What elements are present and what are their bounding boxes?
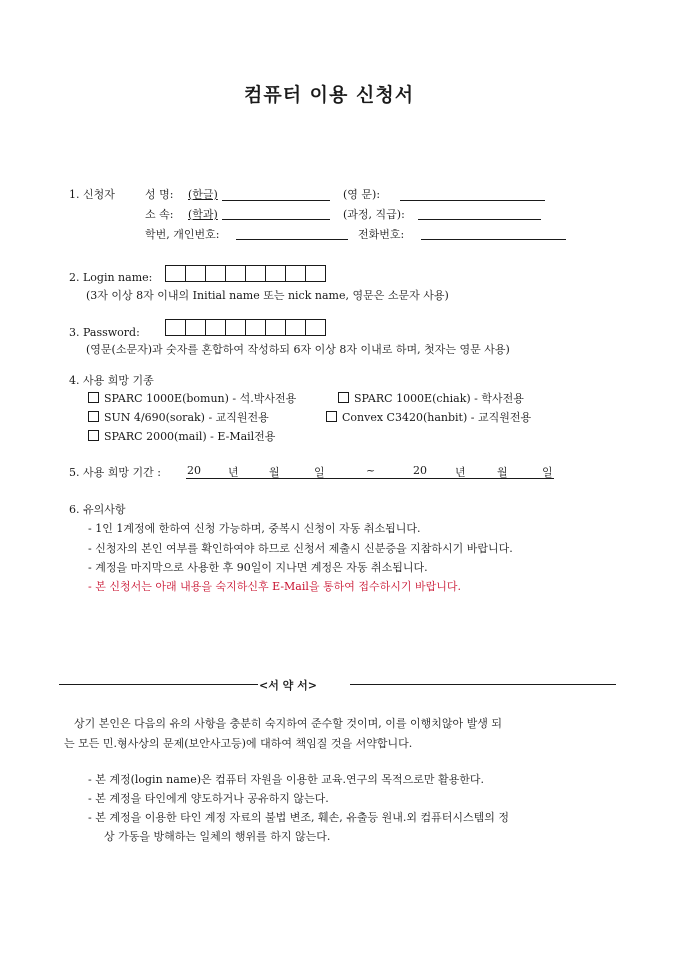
- host-option-label: SPARC 2000(mail) - E-Mail전용: [104, 430, 276, 443]
- period-start-month-unit: 월: [269, 466, 280, 479]
- divider-right: [350, 684, 616, 685]
- note-item: - 계정을 마지막으로 사용한 후 90일이 지나면 계정은 자동 취소됩니다.: [88, 561, 428, 574]
- period-end-year: 20: [413, 464, 427, 477]
- login-name-note: (3자 이상 8자 이내의 Initial name 또는 nick name, 영문은 소문자 사용): [86, 289, 449, 302]
- note-highlight: - 본 신청서는 아래 내용을 숙지하신후 E-Mail을 통하여 접수하시기 바랍니다.: [88, 580, 462, 593]
- name-field[interactable]: [222, 200, 330, 201]
- char-box[interactable]: [285, 265, 306, 282]
- char-box[interactable]: [205, 319, 226, 336]
- host-option-chiak[interactable]: [338, 390, 524, 406]
- oath-heading: <서 약 서>: [259, 679, 317, 692]
- note-item: - 1인 1계정에 한하여 신청 가능하며, 중복시 신청이 자동 취소됩니다.: [88, 522, 421, 535]
- char-box[interactable]: [245, 265, 266, 282]
- host-option-label: SUN 4/690(sorak) - 교직원전용: [104, 411, 269, 424]
- period-end-month-unit: 월: [497, 466, 508, 479]
- checkbox[interactable]: [88, 411, 99, 422]
- char-box[interactable]: [265, 265, 286, 282]
- applicant-section-label: 1. 신청자: [69, 188, 115, 201]
- char-box[interactable]: [305, 319, 326, 336]
- phone-field[interactable]: [421, 239, 566, 240]
- password-label: 3. Password:: [69, 326, 140, 339]
- affiliation-field[interactable]: [222, 219, 330, 220]
- char-box[interactable]: [185, 265, 206, 282]
- password-note: (영문(소문자)과 숫자를 혼합하여 작성하되 6자 이상 8자 이내로 하며, 첫자는 영문 사용): [86, 343, 510, 356]
- char-box[interactable]: [285, 319, 306, 336]
- checkbox[interactable]: [326, 411, 337, 422]
- host-option-label: Convex C3420(hanbit) - 교직원전용: [342, 411, 532, 424]
- char-box[interactable]: [165, 319, 186, 336]
- host-option-bomun[interactable]: [88, 390, 296, 406]
- oath-item: - 본 계정을 이용한 타인 계정 자료의 불법 변조, 훼손, 유출등 원내.외 컴퓨터시스템의 정: [88, 811, 509, 824]
- char-box[interactable]: [165, 265, 186, 282]
- affiliation-hint: (학과): [188, 208, 218, 221]
- name-hint: (한글): [188, 188, 218, 201]
- login-name-label: 2. Login name:: [69, 271, 153, 284]
- char-box[interactable]: [305, 265, 326, 282]
- period-label: 5. 사용 희망 기간 :: [69, 466, 161, 479]
- checkbox[interactable]: [88, 392, 99, 403]
- char-box[interactable]: [225, 265, 246, 282]
- course-label: (과정, 직급):: [343, 208, 405, 221]
- student-id-label: 학번, 개인번호:: [145, 228, 220, 241]
- student-id-field[interactable]: [236, 239, 348, 240]
- oath-item-continuation: 상 가동을 방해하는 일체의 행위를 하지 않는다.: [104, 830, 331, 843]
- host-section-label: 4. 사용 희망 기종: [69, 374, 154, 387]
- host-option-sorak[interactable]: [88, 409, 269, 425]
- char-box[interactable]: [245, 319, 266, 336]
- oath-item: - 본 계정(login name)은 컴퓨터 자원을 이용한 교육.연구의 목적으로만 활용한다.: [88, 773, 485, 786]
- host-option-hanbit[interactable]: [326, 409, 531, 425]
- notes-label: 6. 유의사항: [69, 503, 126, 516]
- host-option-label: SPARC 1000E(chiak) - 학사전용: [354, 392, 524, 405]
- name-label: 성 명:: [145, 188, 174, 201]
- period-start-year-unit: 년: [228, 466, 239, 479]
- char-box[interactable]: [205, 265, 226, 282]
- period-start-day-unit: 일: [314, 466, 325, 479]
- period-start-year: 20: [187, 464, 201, 477]
- period-end-year-unit: 년: [455, 466, 466, 479]
- host-option-mail[interactable]: [88, 428, 275, 444]
- note-item: - 신청자의 본인 여부를 확인하여야 하므로 신청서 제출시 신분증을 지참하시기 바랍니다.: [88, 542, 513, 555]
- period-end-day-unit: 일: [542, 466, 553, 479]
- phone-label: 전화번호:: [358, 228, 405, 241]
- oath-item: - 본 계정을 타인에게 양도하거나 공유하지 않는다.: [88, 792, 329, 805]
- char-box[interactable]: [185, 319, 206, 336]
- checkbox[interactable]: [88, 430, 99, 441]
- divider-left: [59, 684, 258, 685]
- char-box[interactable]: [225, 319, 246, 336]
- oath-paragraph-line1: 상기 본인은 다음의 유의 사항을 충분히 숙지하여 준수할 것이며, 이를 이행치않아 발생 되: [74, 717, 502, 730]
- login-name-input[interactable]: [166, 265, 326, 282]
- page-title: 컴퓨터 이용 신청서: [244, 84, 415, 106]
- password-input[interactable]: [166, 319, 326, 336]
- course-field[interactable]: [418, 219, 541, 220]
- english-name-field[interactable]: [400, 200, 545, 201]
- oath-paragraph-line2: 는 모든 민.형사상의 문제(보안사고등)에 대하여 책임질 것을 서약합니다.: [64, 737, 413, 750]
- affiliation-label: 소 속:: [145, 208, 174, 221]
- period-tilde: ~: [366, 464, 376, 477]
- char-box[interactable]: [265, 319, 286, 336]
- checkbox[interactable]: [338, 392, 349, 403]
- english-name-label: (영 문):: [343, 188, 381, 201]
- host-option-label: SPARC 1000E(bomun) - 석.박사전용: [104, 392, 297, 405]
